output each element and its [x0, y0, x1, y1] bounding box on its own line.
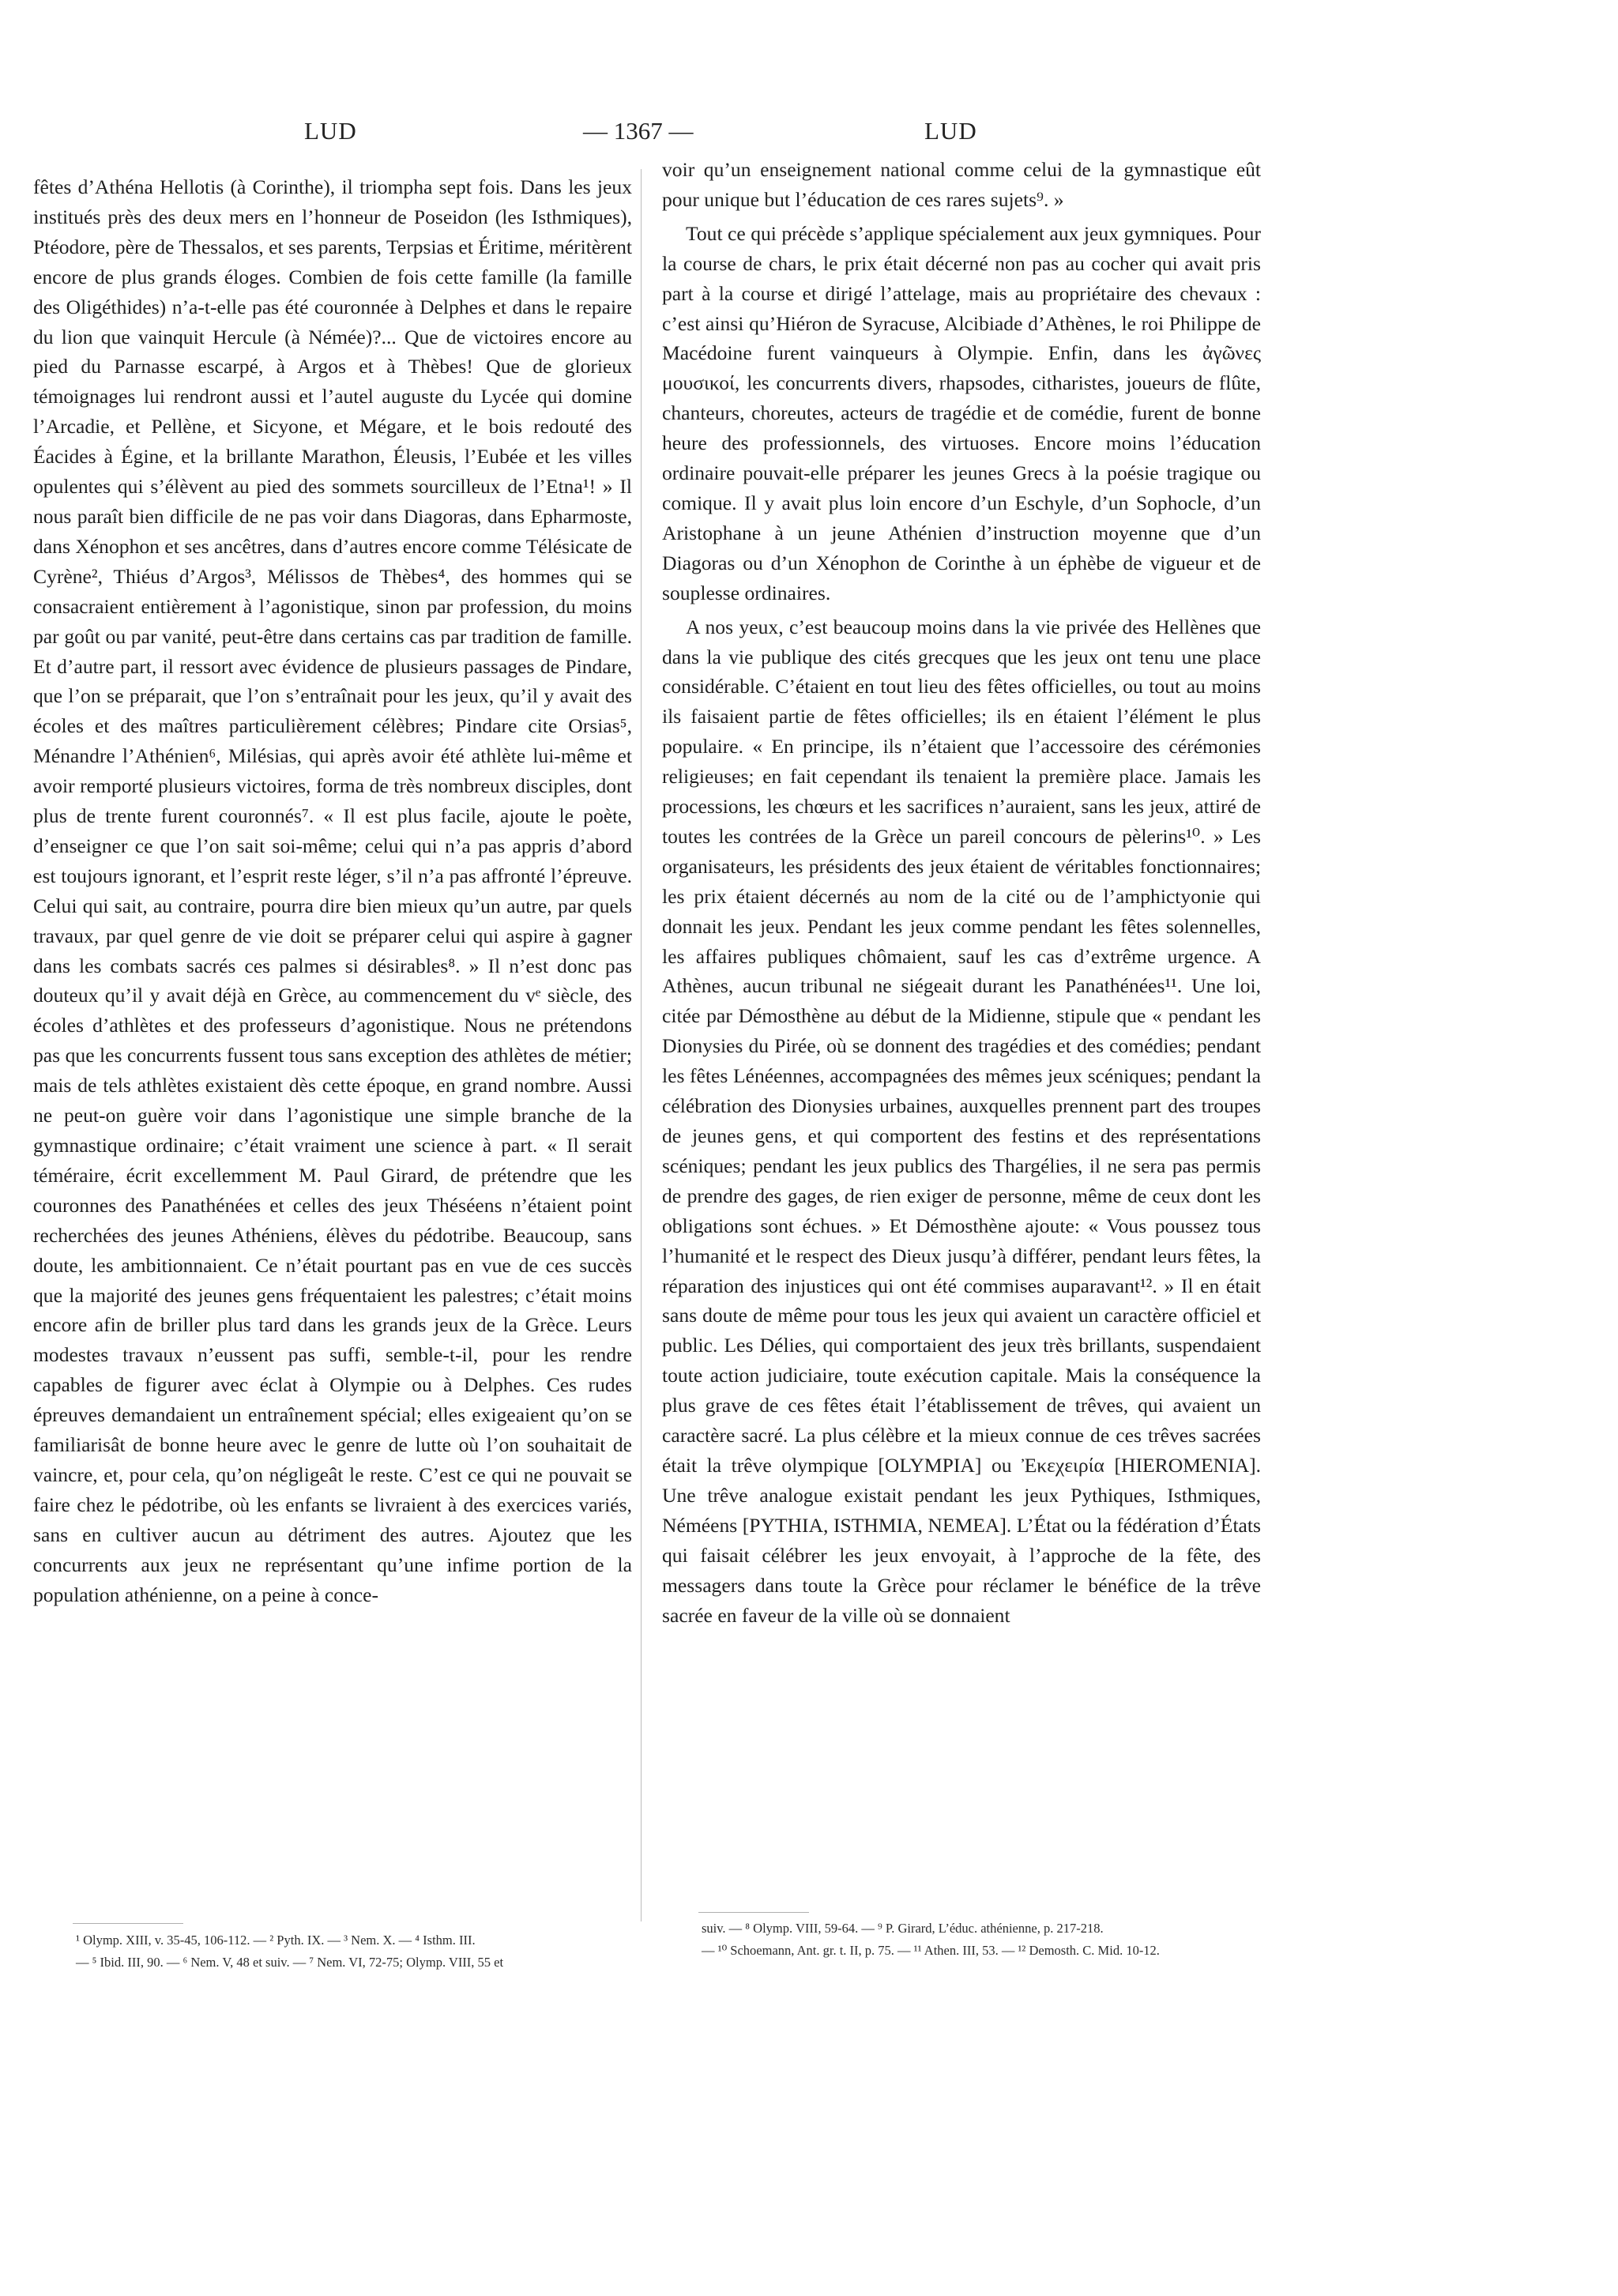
footnotes-left [76, 1929, 637, 1974]
right-paragraph: A nos yeux, c’est beaucoup moins dans la vie privée des Hellènes que dans la vie publique des cités grecques que les jeux ont tenu une place considérable. C’étaient en tout lieu des fêtes officielles, ou tout au moins ils faisaient partie de fêtes officielles; ils en étaient l’élément le plus populaire. « En principe, ils n’étaient que l’accessoire des cérémonies religieuses; en fait cependant ils tenaient la première place. Jamais les processions, les chœurs et les sacrifices n’auraient, sans les jeux, attiré de toutes les contrées de la Grèce un pareil concours de pèlerins¹⁰. » Les organisateurs, les présidents des jeux étaient de véritables fonctionnaires; les prix étaient décernés au nom de la cité ou de l’amphictyonie qui donnait les jeux. Pendant les jeux comme pendant les fêtes solennelles, les affaires publiques chômaient, sauf les cas d’extrême urgence. A Athènes, aucun tribunal ne siégeait durant les Panathénées¹¹. Une loi, citée par Démosthène au début de la Midienne, stipule que « pendant les Dionysies du Pirée, où se donnent des tragédies et des comédies; pendant les fêtes Lénéennes, accompagnées des mêmes jeux scéniques; pendant la célébration des Dionysies urbaines, auxquelles prennent part des troupes de jeunes gens, et qui comportent des festins et des représentations scéniques; pendant les jeux publics des Thargélies, il ne sera pas permis de prendre des gages, de rien exiger de personne, même de ceux dont les obligations sont échues. » Et Démosthène ajoute: « Vous poussez tous l’humanité et le respect des Dieux jusqu’à différer, pendant leurs fêtes, la réparation des injustices qui ont été commises auparavant¹². » Il en était sans doute de même pour tous les jeux qui avaient un caractère officiel et public. Les Délies, qui comportaient des jeux très brillants, suspendaient toute action judiciaire, toute exécution capitale. Mais la conséquence la plus grave de ces fêtes était l’établissement de trêves, qui avaient un caractère sacré. La plus célèbre et la mieux connue de ces trêves sacrées était la trêve olympique [OLYMPIA] ou Ἐκεχειρία [HIEROMENIA]. Une trêve analogue existait pendant les jeux Pythiques, Isthmiques, Néméens [PYTHIA, ISTHMIA, NEMEA]. L’État ou la fédération d’États qui faisait célébrer les jeux envoyait, à l’approche de la fête, des messagers dans toute la Grèce pour réclamer le bénéfice de la trêve sacrée en faveur de la ville où se donnaient [662, 615, 1261, 1627]
footnote-line: — ¹⁰ Schoemann, Ant. gr. t. II, p. 75. — ¹¹ Athen. III, 53. — ¹² Demosth. C. Mid. 10-12. [702, 1943, 1160, 1958]
column-divider [641, 169, 642, 1921]
footnote-line: suiv. — ⁸ Olymp. VIII, 59-64. — ⁹ P. Girard, L’éduc. athénienne, p. 217-218. [702, 1921, 1104, 1936]
right-paragraph: voir qu’un enseignement national comme celui de la gymnastique eût pour unique but l’éducation de ces rares sujets⁹. » [662, 158, 1261, 211]
left-paragraph: fêtes d’Athéna Hellotis (à Corinthe), il triompha sept fois. Dans les jeux institués près des deux mers en l’honneur de Poseidon (les Isthmiques), Ptéodore, père de Thessalos, et ses parents, Terpsias et Éritime, méritèrent encore de plus grands éloges. Combien de fois cette famille (la famille des Oligéthides) n’a-t-elle pas été couronnée à Delphes et dans le repaire du lion que vainquit Hercule (à Némée)?... Que de victoires encore au pied du Parnasse escarpé, à Argos et à Thèbes! Que de glorieux témoignages lui rendront aussi et l’autel auguste du Lycée qui domine l’Arcadie, et Pellène, et Sicyone, et Mégare, et le bois redouté des Éacides à Égine, et la brillante Marathon, Éleusis, l’Eubée et les villes opulentes qui s’élèvent au pied des sommets sourcilleux de l’Etna¹! » Il nous paraît bien difficile de ne pas voir dans Diagoras, dans Epharmoste, dans Xénophon et ses ancêtres, dans d’autres encore comme Télésicate de Cyrène², Thiéus d’Argos³, Mélissos de Thèbes⁴, des hommes qui se consacraient entièrement à l’agonistique, sinon par profession, du moins par goût ou par vanité, peut-être dans certains cas par tradition de famille. Et d’autre part, il ressort avec évidence de plusieurs passages de Pindare, que l’on se préparait, que l’on s’entraînait pour les jeux, qu’il y avait des écoles et des maîtres particulièrement célèbres; Pindare cite Orsias⁵, Ménandre l’Athénien⁶, Milésias, qui après avoir été athlète lui-même et avoir remporté plusieurs victoires, forma de très nombreux disciples, dont plus de trente furent couronnés⁷. « Il est plus facile, ajoute le poète, d’enseigner ce que l’on sait soi-même; celui qui n’a pas appris d’abord est toujours ignorant, et l’esprit reste léger, s’il n’a pas affronté l’épreuve. Celui qui sait, au contraire, pourra dire bien mieux qu’un autre, par quels travaux, par quel genre de vie doit se préparer celui qui aspire à gagner dans les combats sacrés ces palmes si désirables⁸. » Il n’est donc pas douteux qu’il y avait déjà en Grèce, au commencement du vᵉ siècle, des écoles d’athlètes et des professeurs d’agonistique. Nous ne prétendons pas que les concurrents fussent tous sans exception des athlètes de métier; mais de tels athlètes existaient dès cette époque, en grand nombre. Aussi ne peut-on guère voir dans l’agonistique une simple branche de la gymnastique ordinaire; c’était vraiment une science à part. « Il serait téméraire, écrit excellemment M. Paul Girard, de prétendre que les couronnes des Panathénées et celles des jeux Théséens n’étaient point recherchées des jeunes Athéniens, élèves du pédotribe. Beaucoup, sans doute, les ambitionnaient. Ce n’était pourtant pas en vue de ces succès que la majorité des jeunes gens fréquentaient les palestres; c’était moins encore afin de briller plus tard dans les grands jeux de la Grèce. Leurs modestes travaux n’eussent pas suffi, semble-t-il, pour les rendre capables de figurer avec éclat à Olympie ou à Delphes. Ces rudes épreuves demandaient un entraînement spécial; elles exigeaient qu’on se familiarisât de bonne heure avec le genre de lutte où l’on souhaitait de vaincre, et, pour cela, qu’on négligeât le reste. C’est ce qui ne pouvait se faire chez le pédotribe, où les enfants se livraient à des exercices variés, sans en cultiver aucun au détriment des autres. Ajoutez que les concurrents aux jeux ne représentant qu’une infime portion de la population athénienne, on a peine à conce- [33, 175, 632, 1606]
running-head-left: LUD [304, 117, 357, 145]
footnote-line: ¹ Olymp. XIII, v. 35-45, 106-112. — ² Pyth. IX. — ³ Nem. X. — ⁴ Isthm. III. [76, 1933, 476, 1948]
footnote-rule-right [698, 1912, 809, 1913]
left-column [33, 172, 632, 1610]
page-number: — 1367 — [583, 117, 694, 145]
footnote-line: — ⁵ Ibid. III, 90. — ⁶ Nem. V, 48 et suiv. — ⁷ Nem. VI, 72-75; Olymp. VIII, 55 et [76, 1955, 504, 1970]
right-paragraph: Tout ce qui précède s’applique spécialement aux jeux gymniques. Pour la course de chars, le prix était décerné non pas au cocher qui avait pris part à la course et dirigé l’attelage, mais au propriétaire des chevaux : c’est ainsi qu’Hiéron de Syracuse, Alcibiade d’Athènes, le roi Philippe de Macédoine furent vainqueurs à Olympie. Enfin, dans les ἀγῶνες μουσικοί, les concurrents divers, rhapsodes, citharistes, joueurs de flûte, chanteurs, choreutes, acteurs de tragédie et de comédie, furent de bonne heure des professionnels, des virtuoses. Encore moins l’éducation ordinaire pouvait-elle préparer les jeunes Grecs à la poésie tragique ou comique. Il y avait plus loin encore d’un Eschyle, d’un Sophocle, d’un Aristophane à un jeune Athénien d’instruction moyenne que d’un Diagoras ou d’un Xénophon de Corinthe à un éphèbe de vigueur et de souplesse ordinaires. [662, 221, 1261, 604]
running-head-right: LUD [924, 117, 977, 145]
footnote-rule-left [73, 1923, 183, 1924]
footnotes-right [702, 1918, 1262, 1962]
right-column [662, 155, 1261, 1630]
